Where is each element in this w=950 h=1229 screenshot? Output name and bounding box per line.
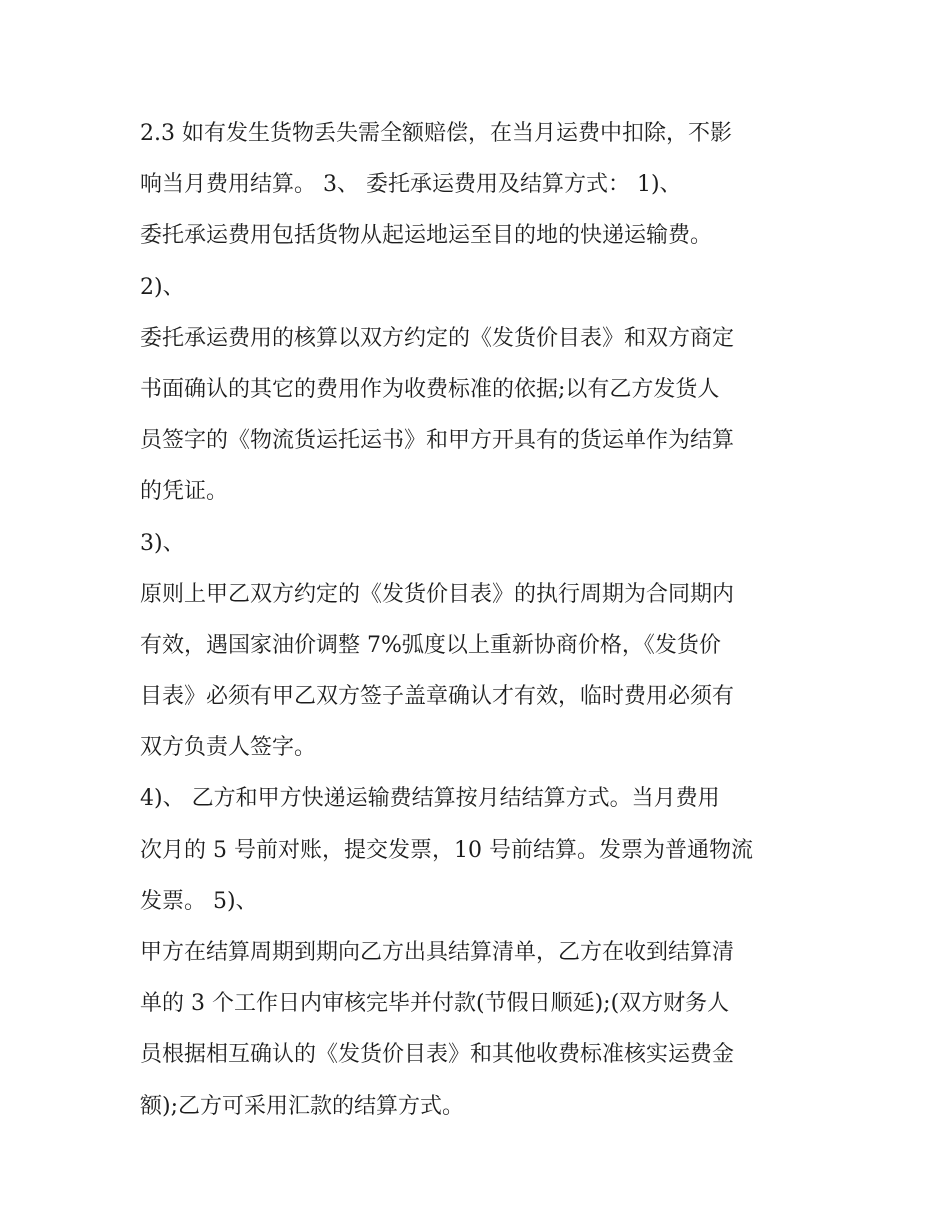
text-line: 原则上甲乙双方约定的《发货价目表》的执行周期为合同期内: [140, 581, 735, 607]
text-line: 员签字的《物流货运托运书》和甲方开具有的货运单作为结算: [140, 428, 735, 454]
text-line: 双方负责人签字。: [140, 735, 317, 761]
text-line: 3)、: [140, 530, 185, 556]
text-line: 响当月费用结算。 3、 委托承运费用及结算方式： 1)、: [140, 172, 682, 198]
text-line: 甲方在结算周期到期向乙方出具结算清单，乙方在收到结算清: [140, 940, 735, 965]
text-line: 2.3 如有发生货物丢失需全额赔偿，在当月运费中扣除，不影: [140, 121, 732, 146]
text-line: 书面确认的其它的费用作为收费标准的依据;以有乙方发货人: [140, 376, 720, 402]
text-line: 额);乙方可采用汇款的结算方式。: [140, 1093, 464, 1119]
text-line: 员根据相互确认的《发货价目表》和其他收费标准核实运费金: [140, 1042, 735, 1068]
text-line: 的凭证。: [140, 479, 229, 505]
text-line: 委托承运费用包括货物从起运地运至目的地的快递运输费。: [140, 223, 713, 249]
text-line: 单的 3 个工作日内审核完毕并付款(节假日顺延);(双方财务人: [140, 991, 730, 1017]
text-line: 次月的 5 号前对账，提交发票，10 号前结算。发票为普通物流: [140, 837, 753, 863]
text-line: 目表》必须有甲乙双方签子盖章确认才有效，临时费用必须有: [140, 684, 735, 710]
text-line: 发票。 5)、: [140, 888, 258, 914]
text-line: 委托承运费用的核算以双方约定的《发货价目表》和双方商定: [140, 325, 735, 351]
text-line: 有效，遇国家油价调整 7%弧度以上重新协商价格，《发货价: [140, 632, 721, 658]
text-line: 2)、: [140, 274, 185, 300]
document-body: [140, 108, 820, 1132]
text-line: 4)、 乙方和甲方快递运输费结算按月结结算方式。当月费用: [140, 786, 720, 812]
